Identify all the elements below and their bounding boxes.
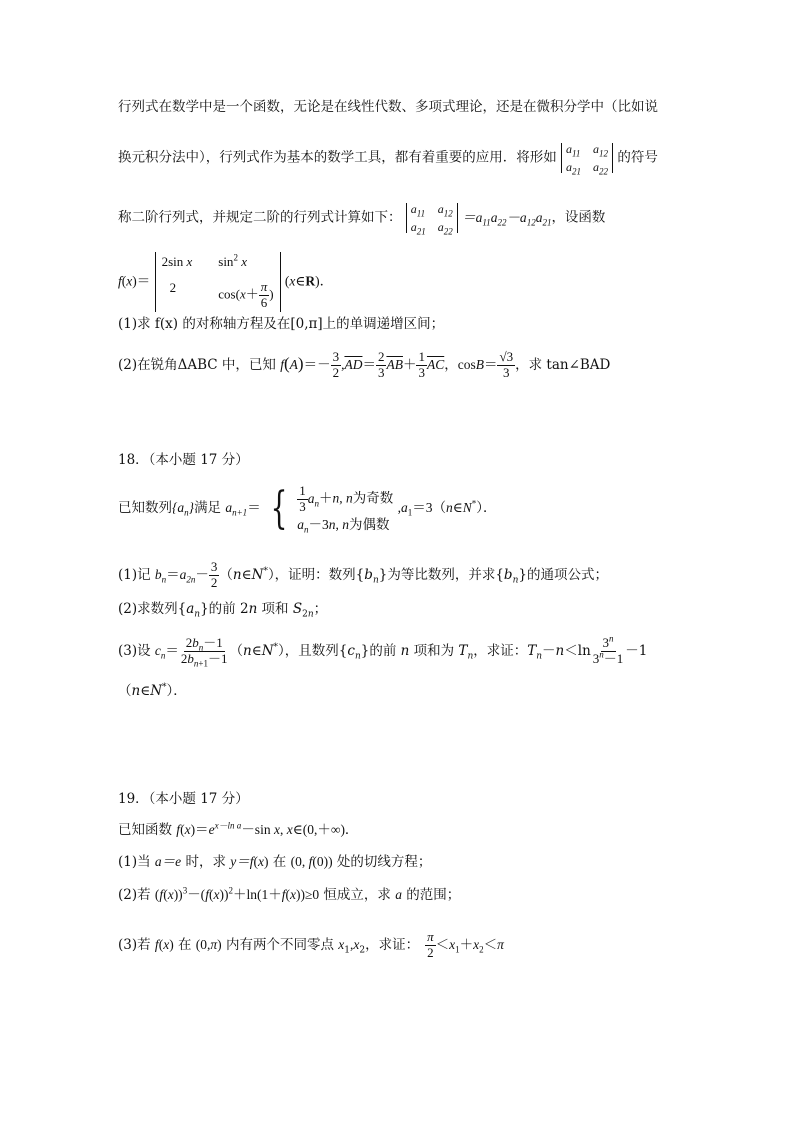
piecewise-cases: $\frac{1}{3}$ $a_n+n$, n为奇数 $a_n-3n$, n为偶数 [297,483,394,535]
function-definition: f(x)＝ 2sin x $\sin^2 x$ 2 cos(x＋ $\frac{\pi}{6}$ ) (x∈R)． [118,252,333,312]
function-determinant: 2sin x $\sin^2 x$ 2 cos(x＋ $\frac{\pi}{6}$ ) [155,252,281,312]
problem-19-header: 19．（本小题 17 分） [118,791,249,807]
determinant-form: $a_{11}$ $a_{12}$ $a_{21}$ $a_{22}$ [561,143,613,173]
question-18-2: (2)求数列$\{a_n\}$的前 2n 项和 $S_{2n}$； [118,601,328,620]
intro-line-2-tail: 的符号 [617,149,658,166]
determinant-formula: $=a_{11}a_{22}-a_{12}a_{21}$ [462,209,552,228]
question-18-3-tail: （n∈N*）． [118,682,187,699]
intro-line-3-text: 称二阶行列式，并规定二阶的行列式计算如下： [118,209,402,226]
problem-18-definition: 已知数列$\{a_n\}$满足 $a_{n+1}=$ { $\frac{1}{3}$ $a_n+n$, n为奇数 $a_n-3n$, n为偶数 $,a_1=3(n\in N^*)$． [118,482,497,535]
determinant-definition: $a_{11}$ $a_{12}$ $a_{21}$ $a_{22}$ [406,203,458,233]
intro-line-2 [118,142,658,177]
question-17-2: (2)在锐角ΔABC 中，已知 f(A)＝－ $\frac{3}{2}$ $,\overline{AD}=$ $\frac{2}{3}$ $\overline{AB}+$ $\frac{1}{3}$ $\overline{AC}$，cosB＝ $\frac{√3}{3}$ ，求 tan∠BAD [118,349,611,380]
problem-18-header: 18．（本小题 17 分） [118,452,249,468]
question-19-3: (3)若 f(x) 在 (0,π) 内有两个不同零点 $x_1,x_2$，求证： $\frac{\pi}{2}$ $<x_1+x_2<\pi$ [118,929,504,960]
question-17-2-text: (2)在锐角ΔABC 中，已知 [118,356,276,373]
question-18-3: (3)设 $c_n=$ $\frac{2b_n-1}{2b_{n+1}-1}$ （n∈N*），且数列$\{c_n\}$的前 n 项和为 $T_n$，求证：$T_n-n<\ln$ $\frac{3^n}{3^n-1}$ －1 [118,633,648,669]
question-17-1: (1)求 f(x) 的对称轴方程及在[0,π]上的单调递增区间； [118,316,445,332]
intro-line-3: 称二阶行列式，并规定二阶的行列式计算如下： $a_{11}$ $a_{12}$ $a_{21}$ $a_{22}$ $=a_{11}a_{22}-a_{12}a_{21}$，设函数 [118,202,606,237]
question-17-2-ask: 求 tan∠BAD [528,356,611,373]
problem-19-definition: 已知函数 $f(x)=e^{x-ln a}-\sin$ x, x∈(0,＋∞)． [118,820,359,838]
intro-line-1: 行列式在数学中是一个函数，无论是在线性代数、多项式理论，还是在微积分学中（比如说 [118,99,658,115]
question-19-1: (1)当 a＝e 时，求 y＝f(x) 在 (0, f(0)) 处的切线方程； [118,854,432,870]
intro-line-2-text: 换元积分法中），行列式作为基本的数学工具，都有着重要的应用．将形如 [118,149,557,166]
question-19-2: (2)若 $(f(x))^3-(f(x))^2+\ln(1+f(x))\ge 0$ 恒成立，求 a 的范围； [118,885,461,903]
question-18-1: (1)记 $b_n=a_{2n}-$ $\frac{3}{2}$ （n∈N*），证明：数列$\{b_n\}$为等比数列，并求$\{b_n\}$的通项公式； [118,559,608,590]
